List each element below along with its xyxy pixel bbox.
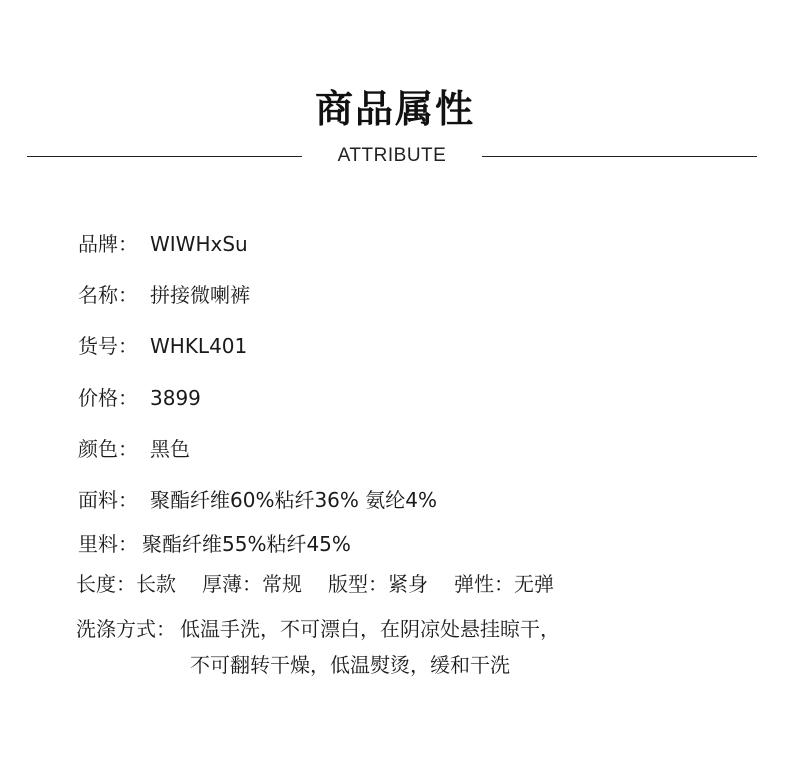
attr-label-length: 长度： — [76, 572, 136, 596]
attr-value-brand: WIWHxSu — [150, 232, 248, 256]
attr-value-washing-line1: 低温手洗，不可漂白，在阴凉处悬挂晾干， — [180, 617, 560, 641]
attr-row-lining — [78, 530, 351, 558]
attr-row-fabric — [78, 486, 437, 514]
attr-row-brand — [78, 230, 248, 258]
title-divider — [0, 145, 790, 169]
attr-row-washing — [76, 615, 560, 643]
attr-thickness — [202, 570, 302, 598]
divider-line-left — [27, 156, 302, 157]
attr-value-item-no: WHKL401 — [150, 334, 248, 358]
attr-row-specs — [76, 570, 554, 598]
attr-label-item-no: 货号： — [78, 334, 138, 358]
attr-row-washing-cont — [190, 651, 510, 679]
attr-label-lining: 里料： — [78, 532, 138, 556]
attr-row-item-no — [78, 332, 247, 360]
divider-line-right — [482, 156, 757, 157]
attr-value-length: 长款 — [136, 572, 176, 596]
attr-value-fabric: 聚酯纤维60%粘纤36% 氨纶4% — [150, 488, 437, 512]
attr-label-fabric: 面料： — [78, 488, 138, 512]
attr-label-thickness: 厚薄： — [202, 572, 262, 596]
attr-label-fit: 版型： — [328, 572, 388, 596]
attr-label-brand: 品牌： — [78, 232, 138, 256]
attr-label-elasticity: 弹性： — [454, 572, 514, 596]
attr-label-washing: 洗涤方式： — [76, 617, 176, 641]
page-title: 商品属性 — [314, 87, 475, 131]
attr-row-name — [78, 281, 250, 309]
attr-elasticity — [454, 570, 554, 598]
attr-length — [76, 570, 176, 598]
attr-value-fit: 紧身 — [388, 572, 428, 596]
attr-row-color — [78, 435, 190, 463]
page-subtitle: ATTRIBUTE — [337, 145, 447, 166]
attr-label-name: 名称： — [78, 283, 138, 307]
attr-value-price: 3899 — [150, 386, 201, 410]
attr-value-thickness: 常规 — [262, 572, 302, 596]
attr-label-price: 价格： — [78, 386, 138, 410]
attr-label-color: 颜色： — [78, 437, 138, 461]
attr-value-washing-line2: 不可翻转干燥，低温熨烫，缓和干洗 — [190, 653, 510, 677]
attr-fit — [328, 570, 428, 598]
attr-row-price — [78, 384, 201, 412]
attr-value-lining: 聚酯纤维55%粘纤45% — [142, 532, 351, 556]
attr-value-name: 拼接微喇裤 — [150, 283, 250, 307]
attr-value-elasticity: 无弹 — [514, 572, 554, 596]
attr-value-color: 黑色 — [150, 437, 190, 461]
